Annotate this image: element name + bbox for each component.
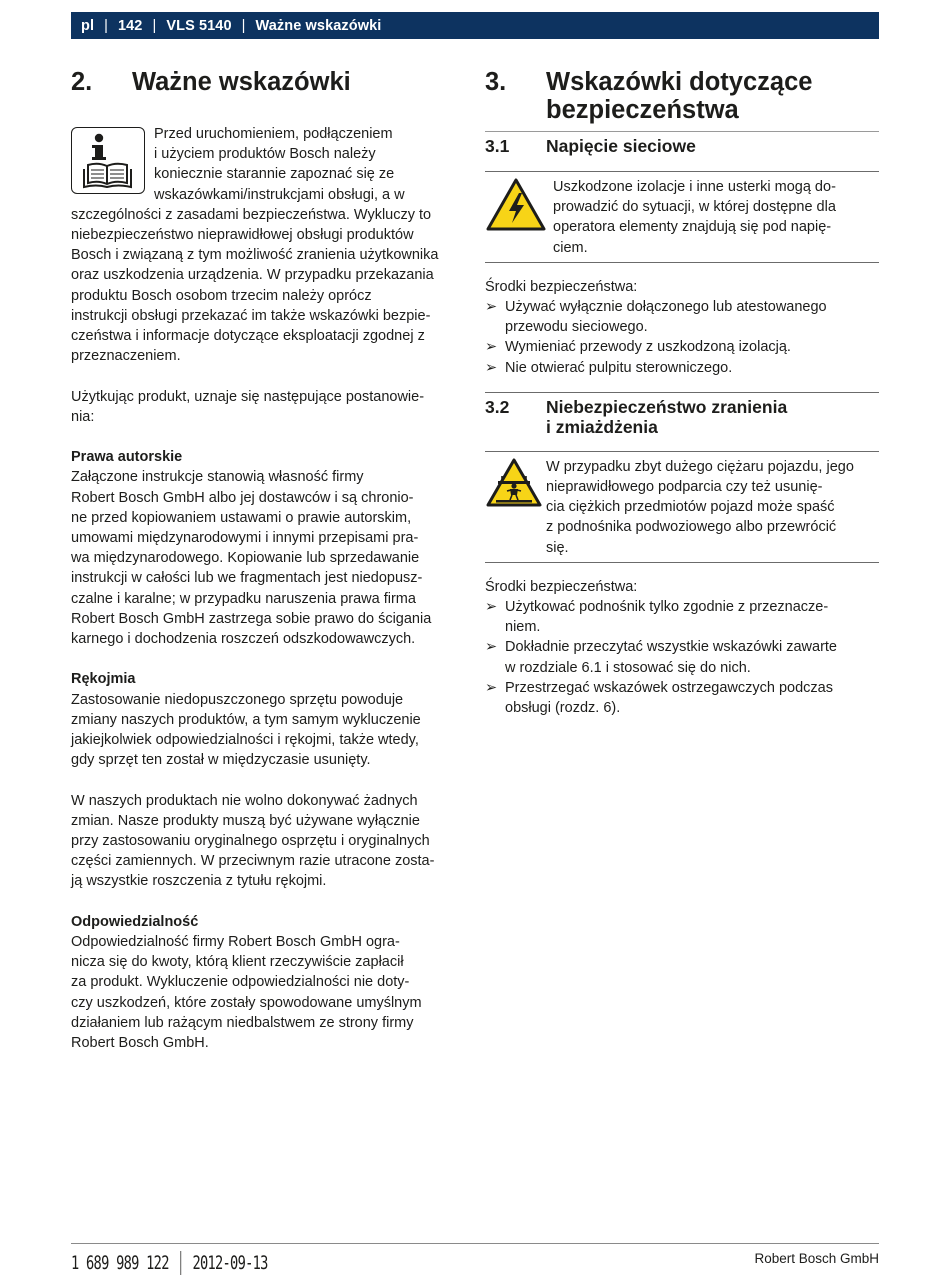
subsection-3-1-heading — [485, 136, 879, 156]
header-section: Ważne wskazówki — [255, 17, 382, 34]
warning-text — [553, 177, 879, 258]
section-title-line: Wskazówki dotyczące — [546, 68, 813, 96]
acceptance-line: nia: — [71, 408, 95, 425]
warning-line: z podnośnika podwoziowego albo przewrócić — [546, 519, 837, 536]
safety-measures-label: Środki bezpieczeństwa: — [485, 578, 638, 595]
copyright-line: karnego i dochodzenia roszczeń odszkodowawczych. — [71, 631, 416, 648]
header-page-number: 142 — [117, 17, 143, 34]
crush-hazard-icon — [485, 457, 546, 558]
modification-line: części zamiennych. W przeciwnym razie utracone zosta- — [71, 853, 435, 870]
copyright-line: czalne i karalne; w przypadku naruszenia prawa firma — [71, 590, 416, 607]
liability-heading: Odpowiedzialność — [71, 913, 199, 930]
warning-box-electric — [485, 172, 879, 262]
intro-paragraph — [71, 124, 466, 366]
intro-line: Przed uruchomieniem, podłączeniem — [154, 126, 393, 142]
subsection-title: Niebezpieczeństwo zranienia i zmiażdżenia — [546, 396, 788, 437]
page-header — [71, 12, 879, 39]
copyright-line: wa międzynarodowego. Kopiowanie lub sprzedawanie — [71, 550, 420, 567]
modification-line: zmian. Nasze produkty muszą być używane wyłącznie — [71, 812, 420, 829]
arrow-bullet-icon: ➢ — [485, 359, 498, 376]
footer-date: 2012-09-13 — [192, 1252, 268, 1274]
footer-company: Robert Bosch GmbH — [754, 1251, 879, 1266]
section-3-heading — [485, 68, 879, 124]
section-title: Ważne wskazówki — [132, 68, 351, 96]
liability-line: Odpowiedzialność firmy Robert Bosch GmbH ogra- — [71, 934, 400, 951]
intro-line: wskazówkami/instrukcjami obsługi, a w — [154, 186, 405, 203]
intro-line: czeństwa i informacje dotyczące eksploatacji zgodnej z — [71, 328, 425, 345]
warning-text — [546, 457, 879, 558]
warning-line: się. — [546, 539, 569, 556]
copyright-line: Robert Bosch GmbH zastrzega sobie prawo do ścigania — [71, 610, 432, 627]
list-item: ➢ Wymieniać przewody z uszkodzoną izolacją. — [485, 337, 879, 357]
copyright-line: Robert Bosch GmbH albo jej dostawców i są chronio- — [71, 489, 414, 506]
subsection-number: 3.2 — [485, 396, 510, 417]
intro-line: produktu Bosch osobom trzecim należy oprócz — [71, 287, 372, 304]
warning-line: Uszkodzone izolacje i inne usterki mogą do- — [553, 179, 836, 195]
subsection-number: 3.1 — [485, 136, 510, 156]
footer-doc-number: 1 689 989 122 — [71, 1252, 169, 1274]
intro-line: instrukcji obsługi przekazać im także wskazówki bezpie- — [71, 307, 431, 324]
subsection-3-2-heading — [485, 397, 879, 437]
list-item: ➢ Używać wyłącznie dołączonego lub atestowanego przewodu sieciowego. — [485, 299, 827, 336]
warranty-line: jakiejkolwiek odpowiedzialności i rękojmi, także wtedy, — [71, 732, 419, 749]
header-separator: | — [152, 17, 157, 34]
header-language: pl — [81, 17, 95, 34]
arrow-bullet-icon: ➢ — [485, 299, 498, 316]
right-column — [485, 62, 879, 718]
read-manual-icon — [71, 127, 145, 194]
warning-line: operatora elementy znajdują się pod napię- — [553, 219, 832, 236]
modification-line: W naszych produktach nie wolno dokonywać żadnych — [71, 792, 418, 809]
arrow-bullet-icon: ➢ — [485, 339, 498, 356]
safety-measures-list — [485, 597, 879, 718]
modification-line: ją wszystkie roszczenia z tytułu rękojmi. — [71, 873, 327, 890]
intro-line: przeznaczeniem. — [71, 348, 181, 365]
arrow-bullet-icon: ➢ — [485, 679, 498, 696]
safety-measures-label: Środki bezpieczeństwa: — [485, 278, 638, 295]
warning-line: cia ciężkich przedmiotów pojazd może spaść — [546, 499, 835, 516]
warning-line: ciem. — [553, 239, 588, 256]
footer-doc-info — [71, 1251, 268, 1275]
left-column — [71, 62, 466, 1053]
acceptance-line: Użytkując produkt, uznaje się następujące postanowie- — [71, 388, 425, 405]
footer-rule — [71, 1243, 879, 1244]
copyright-heading: Prawa autorskie — [71, 449, 183, 466]
header-separator: | — [104, 17, 108, 34]
warranty-heading: Rękojmia — [71, 671, 136, 688]
copyright-line: instrukcji w całości lub we fragmentach jest niedopusz- — [71, 570, 423, 587]
subsection-title: Napięcie sieciowe — [546, 136, 696, 156]
warranty-line: Zastosowanie niedopuszczonego sprzętu powoduje — [71, 691, 404, 708]
section-title-line: bezpieczeństwa — [546, 96, 739, 124]
list-item: ➢ Przestrzegać wskazówek ostrzegawczych podczas obsługi (rozdz. 6). — [485, 679, 833, 717]
intro-line: i użyciem produktów Bosch należy — [154, 146, 376, 163]
liability-line: czy uszkodzeń, które zostały spowodowane umyślnym — [71, 994, 422, 1011]
liability-line: działaniem lub rażącym niedbalstwem ze strony firmy — [71, 1014, 414, 1031]
warning-line: nieprawidłowego podparcia czy też usunię- — [546, 479, 823, 496]
header-separator: | — [241, 17, 246, 34]
intro-line: szczególności z zasadami bezpieczeństwa. Wykluczy to — [71, 206, 432, 223]
liability-line: za produkt. Wykluczenie odpowiedzialności nie doty- — [71, 974, 410, 991]
list-item: ➢ Użytkować podnośnik tylko zgodnie z przeznacze- niem. — [485, 599, 829, 636]
header-model: VLS 5140 — [166, 17, 232, 34]
liability-line: Robert Bosch GmbH. — [71, 1035, 209, 1052]
intro-line: Bosch i związaną z tym możliwość zranienia użytkownika — [71, 247, 439, 264]
section-title — [546, 68, 879, 124]
section-number: 3. — [485, 68, 507, 96]
warranty-line: zmiany naszych produktów, a tym samym wykluczenie — [71, 711, 421, 728]
list-item: ➢ Nie otwierać pulpitu sterowniczego. — [485, 358, 879, 378]
arrow-bullet-icon: ➢ — [485, 599, 498, 616]
warning-box-crush — [485, 452, 879, 562]
copyright-line: umowami międzynarodowymi i innymi przepisami pra- — [71, 530, 419, 547]
warranty-line: gdy sprzęt ten został w międzyczasie usunięty. — [71, 752, 371, 769]
section-number: 2. — [71, 68, 93, 96]
arrow-bullet-icon: ➢ — [485, 639, 498, 656]
warning-line: W przypadku zbyt dużego ciężaru pojazdu, jego — [546, 458, 854, 475]
electric-hazard-icon — [485, 177, 553, 258]
warning-line: prowadzić do sytuacji, w której dostępne dla — [553, 199, 836, 216]
modification-line: przy zastosowaniu oryginalnego osprzętu i oryginalnych — [71, 833, 430, 850]
intro-line: oraz uszkodzenia urządzenia. W przypadku przekazania — [71, 267, 434, 284]
intro-line: koniecznie starannie zapoznać się ze — [154, 166, 395, 183]
copyright-line: Załączone instrukcje stanowią własność firmy — [71, 469, 364, 486]
intro-line: niebezpieczeństwo nieprawidłowej obsługi produktów — [71, 227, 414, 244]
liability-line: nicza się do kwoty, którą klient rzeczywiście zapłacił — [71, 954, 404, 971]
list-item: ➢ Dokładnie przeczytać wszystkie wskazówki zawarte w rozdziale 6.1 i stosować się do nich. — [485, 639, 837, 676]
copyright-line: ne przed kopiowaniem ustawami o prawie autorskim, — [71, 509, 412, 526]
section-2-heading — [71, 68, 466, 96]
safety-measures-list — [485, 297, 879, 378]
